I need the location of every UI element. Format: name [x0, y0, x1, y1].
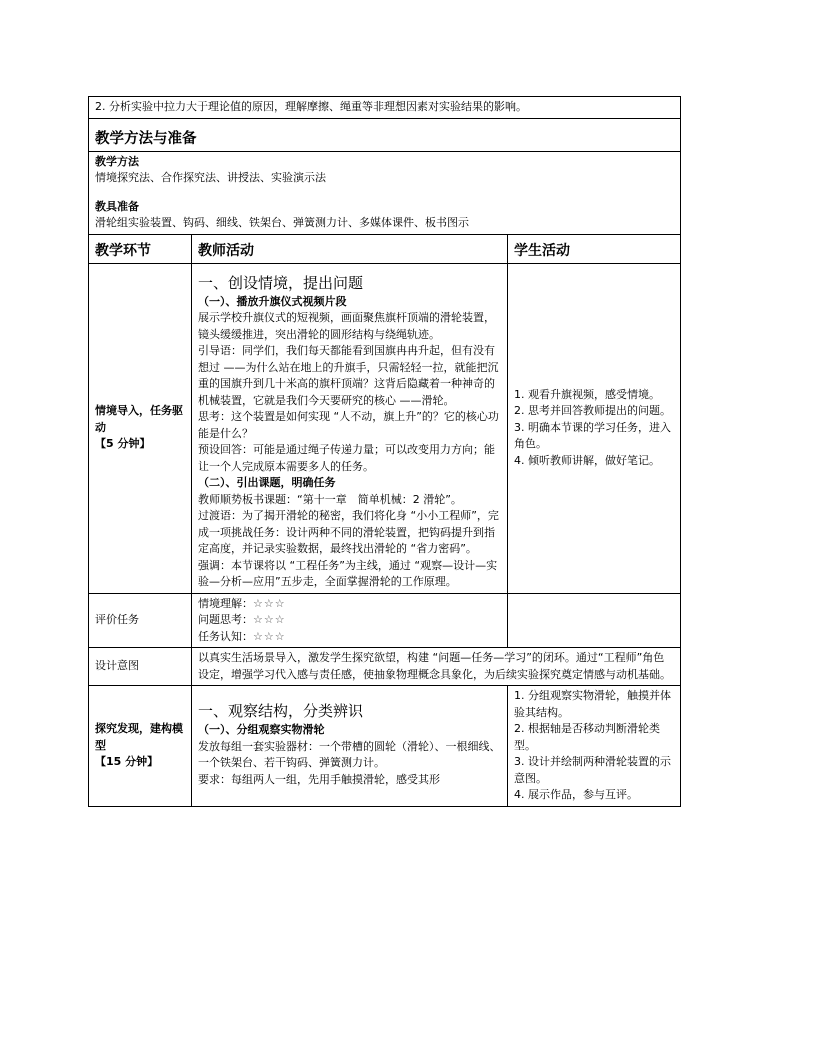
teacher-activity-line: 强调：本节课将以 “工程任务”为主线，通过 “观察—设计—实验—分析—应用”五步走，全面掌握滑轮的工作原理。: [198, 558, 498, 588]
stage2-student-cell: [508, 686, 681, 807]
teacher-activity-line: 预设回答：可能是通过绳子传递力量；可以改变用力方向；能让一个人完成原本需要多人的任务。: [198, 443, 495, 473]
lesson-plan-page: [88, 96, 680, 807]
design-label: 设计意图: [95, 659, 139, 673]
header-stage: 教学环节: [89, 234, 192, 263]
student-activity-item: 2. 根据轴是否移动判断滑轮类型。: [514, 722, 660, 752]
design-row: [89, 648, 681, 686]
student-activity-item: 3. 明确本节课的学习任务，进入角色。: [514, 420, 671, 451]
teacher-activity-line: 发放每组一套实验器材：一个带槽的圆轮（滑轮）、一根细线、一个铁架台、若干钩码、弹簧测力计。: [198, 739, 501, 769]
student-activity-item: 1. 观看升旗视频，感受情境。: [514, 387, 660, 401]
header-student: 学生活动: [508, 234, 681, 263]
stage1-name: 情境导入，任务驱动: [95, 404, 183, 434]
student-activity-item: 4. 倾听教师讲解，做好笔记。: [514, 453, 660, 467]
methods-title-cell: [89, 118, 681, 151]
stage2-time: 【15 分钟】: [95, 755, 159, 768]
method-label: 教学方法: [95, 154, 139, 168]
evaluation-items: [198, 596, 501, 646]
stage2-teacher-cell: [192, 686, 508, 807]
teacher-activity-line: 展示学校升旗仪式的短视频，画面聚焦旗杆顶端的滑轮装置，镜头缓缓推进，突出滑轮的圆形结构与绕绳轨迹。: [198, 311, 495, 341]
evaluation-student-cell: [508, 593, 681, 648]
stage1-time: 【5 分钟】: [95, 437, 151, 451]
evaluation-item-name: 情境理解：: [198, 596, 253, 610]
methods-title: 教学方法与准备: [95, 130, 197, 147]
student-activity-item: 3. 设计并绘制两种滑轮装置的示意图。: [514, 755, 671, 785]
student-activity-item: 4. 展示作品，参与互评。: [514, 788, 638, 801]
stage2-section-title: 一、观察结构，分类辨识: [198, 702, 364, 720]
evaluation-item-name: 问题思考：: [198, 613, 253, 626]
stage2-teacher-activities: [198, 722, 501, 788]
evaluation-item: [198, 612, 501, 629]
student-activity-item: 1. 分组观察实物滑轮，触摸并体验其结构。: [514, 689, 671, 719]
goal-text: 2. 分析实验中拉力大于理论值的原因，理解摩擦、绳重等非理想因素对实验结果的影响。: [95, 100, 527, 113]
stage1-student-cell: [508, 263, 681, 593]
evaluation-row: [89, 593, 681, 648]
evaluation-label: 评价任务: [95, 613, 139, 626]
evaluation-label-cell: [89, 593, 192, 648]
rating-stars-icon: ☆☆☆: [253, 613, 286, 626]
stage1-section-title: 一、创设情境，提出问题: [198, 273, 364, 292]
design-text: 以真实生活场景导入，激发学生探究欲望，构建 “问题—任务—学习”的闭环。通过“工程师”角色设定，增强学习代入感与责任感，使抽象物理概念具象化，为后续实验探究奠定情感与动机基础。: [198, 651, 671, 681]
teacher-activity-line: （二）、引出课题，明确任务: [198, 476, 336, 489]
teacher-activity-line: 教师顺势板书课题：“第十一章 简单机械：2 滑轮”。: [198, 492, 462, 506]
lesson-plan-table: [88, 96, 681, 807]
rating-stars-icon: ☆☆☆: [253, 596, 286, 610]
rating-stars-icon: ☆☆☆: [253, 629, 286, 643]
stage1-student-activities: [514, 387, 674, 470]
methods-cell: [89, 151, 681, 234]
header-row: [89, 234, 681, 263]
tools-label: 教具准备: [95, 199, 139, 213]
stage2-name: 探究发现，建构模型: [95, 722, 183, 752]
teacher-activity-line: 过渡语：为了揭开滑轮的秘密，我们将化身 “小小工程师”，完成一项挑战任务：设计两种不同的滑轮装置，把钩码提升到指定高度，并记录实验数据，最终找出滑轮的 “省力密码”。: [198, 509, 499, 555]
evaluation-items-cell: [192, 593, 508, 648]
goal-row: [89, 97, 681, 119]
design-label-cell: [89, 648, 192, 686]
evaluation-item: [198, 629, 501, 646]
method-text: 情境探究法、合作探究法、讲授法、实验演示法: [95, 171, 326, 184]
goal-cell: [89, 97, 681, 119]
stage1-teacher-cell: [192, 263, 508, 593]
evaluation-item-name: 任务认知：: [198, 629, 253, 643]
teacher-activity-line: （一）、分组观察实物滑轮: [198, 723, 325, 736]
stage2-label-cell: [89, 686, 192, 807]
teacher-activity-line: 引导语：同学们，我们每天都能看到国旗冉冉升起，但有没有想过 ——为什么站在地上的升旗手，只需轻轻一拉，就能把沉重的国旗升到几十米高的旗杆顶端？这背后隐藏着一种神奇的机械装置，它就是我们今天要研究的核心 ——滑轮。: [198, 344, 499, 407]
methods-title-row: [89, 118, 681, 151]
stage2-row: [89, 686, 681, 807]
header-teacher: 教师活动: [192, 234, 508, 263]
tools-text: 滑轮组实验装置、钩码、细线、铁架台、弹簧测力计、多媒体课件、板书图示: [95, 216, 469, 229]
methods-row: [89, 151, 681, 234]
teacher-activity-line: （一）、播放升旗仪式视频片段: [198, 294, 347, 308]
stage2-student-activities: [514, 688, 674, 804]
stage1-teacher-activities: [198, 294, 501, 591]
evaluation-item: [198, 596, 501, 613]
design-text-cell: [192, 648, 681, 686]
stage1-row: [89, 263, 681, 593]
teacher-activity-line: 要求：每组两人一组，先用手触摸滑轮，感受其形: [198, 772, 440, 786]
teacher-activity-line: 思考：这个装置是如何实现 “人不动，旗上升”的？它的核心功能是什么？: [198, 410, 499, 440]
student-activity-item: 2. 思考并回答教师提出的问题。: [514, 404, 671, 418]
stage1-label-cell: [89, 263, 192, 593]
